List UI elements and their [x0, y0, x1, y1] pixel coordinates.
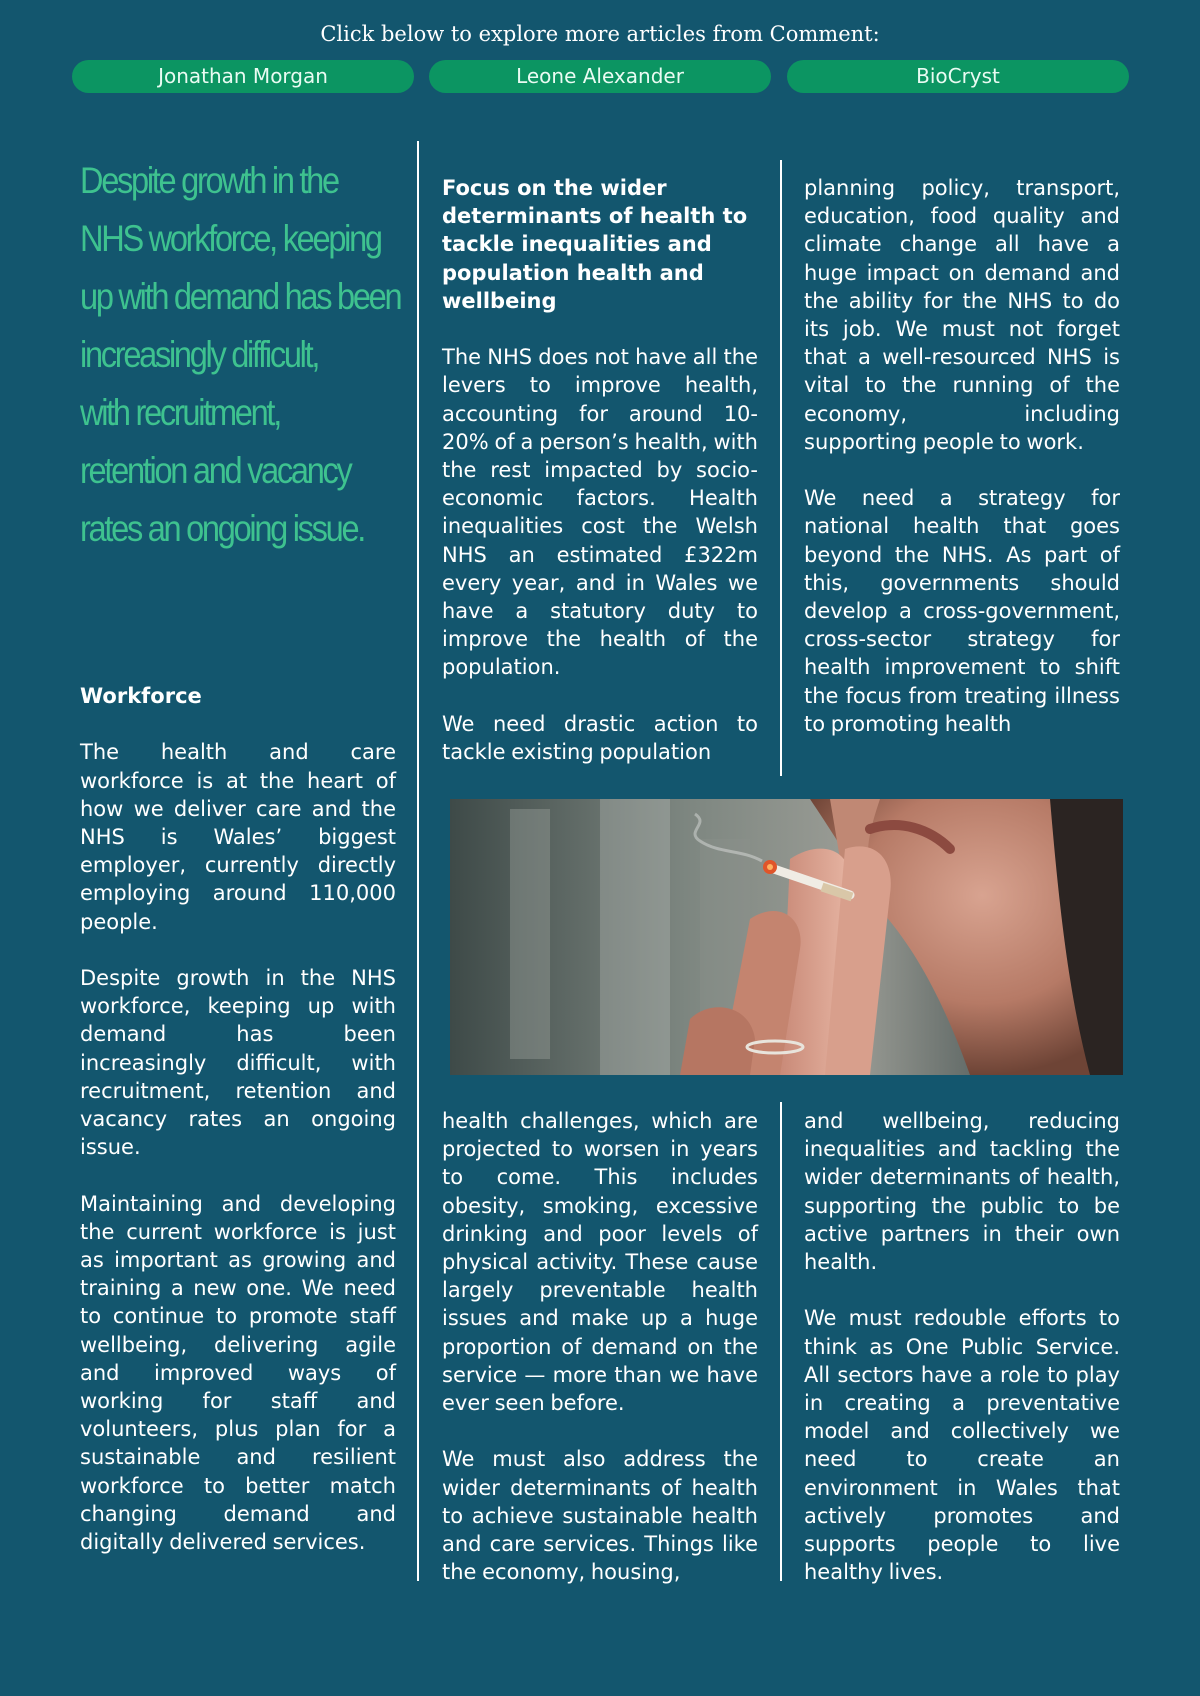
pull-quote-line: NHS workforce, keeping	[80, 218, 381, 259]
middle-column-bottom	[442, 1107, 758, 1586]
pull-quote-line: with recruitment,	[80, 392, 280, 433]
section-heading-wider-determinants: Focus on the wider determinants of health to tackle inequalities and population health and wellbeing	[442, 176, 748, 313]
pull-quote-line: increasingly difficult,	[80, 334, 319, 375]
paragraph: planning policy, transport, education, food quality and climate change all have a huge impact on demand and the ability for the NHS to do its job. We must not forget that a well-resourced NHS is vital to the running of the economy, including supporting people to work.	[804, 176, 1120, 454]
paragraph: We need a strategy for national health that goes beyond the NHS. As part of this, governments should develop a cross-government, cross-sector strategy for health improvement to shift the focus from treating illness to promoting health	[804, 486, 1120, 736]
paragraph: Maintaining and developing the current workforce is just as important as growing and training a new one. We need to continue to promote staff wellbeing, delivering agile and improved ways of working for staff and volunteers, plus plan for a sustainable and resilient workforce to better match changing demand and digitally delivered services.	[80, 1191, 396, 1555]
article-button-biocryst[interactable]: BioCryst	[787, 60, 1129, 93]
workforce-column	[80, 682, 396, 1556]
pull-quote	[80, 152, 401, 558]
middle-column-top	[442, 174, 758, 766]
paragraph: The NHS does not have all the levers to improve health, accounting for around 10-20% of a person’s health, with the rest impacted by socio-economic factors. Health inequalities cost the Welsh NHS an estimated £322m every year, and in Wales we have a statutory duty to improve the health of the population.	[442, 345, 758, 680]
paragraph: Despite growth in the NHS workforce, keeping up with demand has been increasingly difficult, with recruitment, retention and vacancy rates an ongoing issue.	[80, 966, 396, 1160]
section-heading-workforce: Workforce	[80, 684, 202, 708]
right-column-bottom	[804, 1107, 1120, 1586]
pull-quote-line: up with demand has been	[80, 276, 401, 317]
pull-quote-line: rates an ongoing issue.	[80, 508, 365, 549]
pull-quote-line: retention and vacancy	[80, 450, 351, 491]
article-button-leone-alexander[interactable]: Leone Alexander	[429, 60, 771, 93]
paragraph: The health and care workforce is at the heart of how we deliver care and the NHS is Wales’ biggest employer, currently directly employing around 110,000 people.	[80, 740, 396, 934]
paragraph: We need drastic action to tackle existing population	[442, 711, 758, 765]
column-divider	[417, 141, 419, 1581]
explore-prompt: Click below to explore more articles from Comment:	[320, 22, 880, 46]
right-column-top	[804, 174, 1120, 738]
article-button-jonathan-morgan[interactable]: Jonathan Morgan	[72, 60, 414, 93]
paragraph: We must redouble efforts to think as One Public Service. All sectors have a role to play in creating a preventative model and collectively we need to create an environment in Wales that actively promotes and supports people to live healthy lives.	[804, 1306, 1120, 1585]
column-divider	[780, 1102, 782, 1581]
paragraph: and wellbeing, reducing inequalities and tackling the wider determinants of health, supporting the public to be active partners in their own health.	[804, 1109, 1120, 1275]
column-divider	[780, 160, 782, 776]
paragraph: We must also address the wider determinants of health to achieve sustainable health and care services. Things like the economy, housing,	[442, 1447, 758, 1585]
smoking-photo	[450, 799, 1123, 1075]
pull-quote-line: Despite growth in the	[80, 160, 338, 201]
paragraph: health challenges, which are projected to worsen in years to come. This includes obesity, smoking, excessive drinking and poor levels of physical activity. These cause largely preventable health issues and make up a huge proportion of demand on the service — more than we have ever seen before.	[442, 1109, 758, 1416]
